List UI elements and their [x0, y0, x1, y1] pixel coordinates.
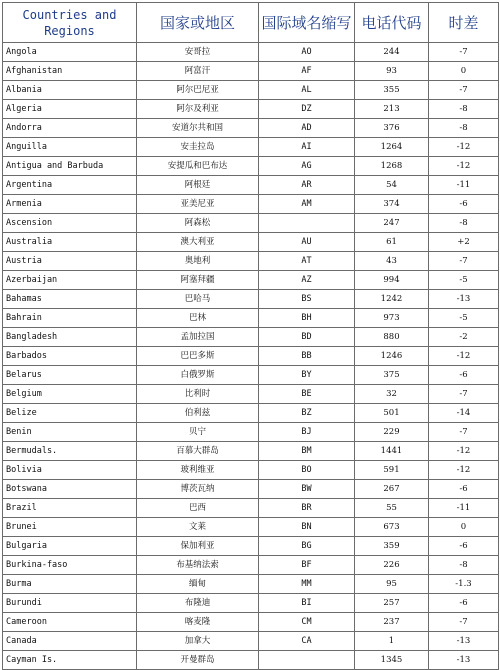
time-difference-cell: +2: [429, 233, 499, 252]
country-chinese-cell: 贝宁: [137, 423, 259, 442]
time-difference-cell: -6: [429, 480, 499, 499]
domain-cell: [259, 651, 355, 670]
time-difference-cell: -7: [429, 81, 499, 100]
time-difference-cell: -6: [429, 594, 499, 613]
country-chinese-cell: 阿尔及利亚: [137, 100, 259, 119]
table-row: [3, 575, 499, 594]
time-difference-cell: -13: [429, 651, 499, 670]
country-chinese-cell: 巴西: [137, 499, 259, 518]
table-row: [3, 290, 499, 309]
time-difference-cell: -11: [429, 499, 499, 518]
country-chinese-cell: 开曼群岛: [137, 651, 259, 670]
phone-code-cell: 229: [355, 423, 429, 442]
country-chinese-cell: 安道尔共和国: [137, 119, 259, 138]
table-row: [3, 537, 499, 556]
table-row: [3, 442, 499, 461]
table-row: [3, 480, 499, 499]
phone-code-cell: 973: [355, 309, 429, 328]
country-english-cell: Cameroon: [3, 613, 137, 632]
country-english-cell: Afghanistan: [3, 62, 137, 81]
domain-cell: BZ: [259, 404, 355, 423]
phone-code-cell: 1242: [355, 290, 429, 309]
country-chinese-cell: 安哥拉: [137, 43, 259, 62]
domain-cell: DZ: [259, 100, 355, 119]
country-chinese-cell: 澳大利亚: [137, 233, 259, 252]
country-chinese-cell: 巴巴多斯: [137, 347, 259, 366]
time-difference-cell: -12: [429, 442, 499, 461]
time-difference-cell: -12: [429, 347, 499, 366]
table-row: [3, 651, 499, 670]
domain-cell: BF: [259, 556, 355, 575]
phone-code-cell: 257: [355, 594, 429, 613]
time-difference-cell: -8: [429, 100, 499, 119]
table-row: [3, 157, 499, 176]
phone-code-cell: 1246: [355, 347, 429, 366]
table-row: [3, 309, 499, 328]
country-english-cell: Barbados: [3, 347, 137, 366]
country-chinese-cell: 伯利兹: [137, 404, 259, 423]
country-english-cell: Belgium: [3, 385, 137, 404]
domain-cell: AL: [259, 81, 355, 100]
time-difference-cell: -14: [429, 404, 499, 423]
table-row: [3, 366, 499, 385]
phone-code-cell: 32: [355, 385, 429, 404]
phone-code-cell: 55: [355, 499, 429, 518]
country-english-cell: Albania: [3, 81, 137, 100]
time-difference-cell: -6: [429, 537, 499, 556]
time-difference-cell: 0: [429, 518, 499, 537]
header-countries-regions: Countries and Regions: [3, 3, 137, 43]
phone-code-cell: 501: [355, 404, 429, 423]
phone-code-cell: 43: [355, 252, 429, 271]
domain-cell: BY: [259, 366, 355, 385]
domain-cell: BG: [259, 537, 355, 556]
country-english-cell: Canada: [3, 632, 137, 651]
phone-code-cell: 994: [355, 271, 429, 290]
time-difference-cell: -6: [429, 195, 499, 214]
country-english-cell: Australia: [3, 233, 137, 252]
domain-cell: BD: [259, 328, 355, 347]
phone-code-cell: 880: [355, 328, 429, 347]
country-english-cell: Brazil: [3, 499, 137, 518]
time-difference-cell: -5: [429, 271, 499, 290]
phone-code-cell: 244: [355, 43, 429, 62]
domain-cell: AR: [259, 176, 355, 195]
country-chinese-cell: 亚美尼亚: [137, 195, 259, 214]
table-header: [3, 3, 499, 43]
time-difference-cell: -7: [429, 252, 499, 271]
domain-cell: BB: [259, 347, 355, 366]
domain-cell: AM: [259, 195, 355, 214]
time-difference-cell: -8: [429, 119, 499, 138]
time-difference-cell: -7: [429, 385, 499, 404]
phone-code-cell: 1264: [355, 138, 429, 157]
country-english-cell: Cayman Is.: [3, 651, 137, 670]
country-english-cell: Austria: [3, 252, 137, 271]
country-chinese-cell: 阿尔巴尼亚: [137, 81, 259, 100]
phone-code-cell: 359: [355, 537, 429, 556]
country-english-cell: Algeria: [3, 100, 137, 119]
time-difference-cell: -13: [429, 632, 499, 651]
header-country-chinese: 国家或地区: [137, 3, 259, 43]
country-chinese-cell: 百慕大群岛: [137, 442, 259, 461]
country-chinese-cell: 孟加拉国: [137, 328, 259, 347]
country-english-cell: Andorra: [3, 119, 137, 138]
country-chinese-cell: 阿森松: [137, 214, 259, 233]
country-english-cell: Ascension: [3, 214, 137, 233]
country-english-cell: Armenia: [3, 195, 137, 214]
domain-cell: BR: [259, 499, 355, 518]
country-chinese-cell: 巴哈马: [137, 290, 259, 309]
header-row: [3, 3, 499, 43]
time-difference-cell: -7: [429, 613, 499, 632]
phone-code-cell: 1: [355, 632, 429, 651]
country-english-cell: Argentina: [3, 176, 137, 195]
country-english-cell: Brunei: [3, 518, 137, 537]
table-row: [3, 62, 499, 81]
country-english-cell: Burkina-faso: [3, 556, 137, 575]
country-chinese-cell: 保加利亚: [137, 537, 259, 556]
time-difference-cell: -11: [429, 176, 499, 195]
country-english-cell: Azerbaijan: [3, 271, 137, 290]
domain-cell: AD: [259, 119, 355, 138]
table-row: [3, 252, 499, 271]
phone-code-cell: 61: [355, 233, 429, 252]
table-row: [3, 461, 499, 480]
header-domain-abbreviation: 国际域名缩写: [259, 3, 355, 43]
table-row: [3, 81, 499, 100]
time-difference-cell: -6: [429, 366, 499, 385]
domain-cell: BN: [259, 518, 355, 537]
phone-code-cell: 355: [355, 81, 429, 100]
country-code-table: [2, 2, 499, 670]
domain-cell: BH: [259, 309, 355, 328]
table-row: [3, 632, 499, 651]
phone-code-cell: 54: [355, 176, 429, 195]
country-chinese-cell: 阿塞拜疆: [137, 271, 259, 290]
country-chinese-cell: 喀麦隆: [137, 613, 259, 632]
country-english-cell: Bolivia: [3, 461, 137, 480]
table-row: [3, 119, 499, 138]
country-chinese-cell: 白俄罗斯: [137, 366, 259, 385]
table-row: [3, 556, 499, 575]
country-chinese-cell: 安圭拉岛: [137, 138, 259, 157]
country-english-cell: Burma: [3, 575, 137, 594]
header-time-difference: 时差: [429, 3, 499, 43]
domain-cell: AZ: [259, 271, 355, 290]
domain-cell: BE: [259, 385, 355, 404]
time-difference-cell: 0: [429, 62, 499, 81]
phone-code-cell: 95: [355, 575, 429, 594]
table-row: [3, 404, 499, 423]
table-row: [3, 138, 499, 157]
table-row: [3, 43, 499, 62]
country-english-cell: Bahamas: [3, 290, 137, 309]
table-row: [3, 214, 499, 233]
domain-cell: CM: [259, 613, 355, 632]
domain-cell: BW: [259, 480, 355, 499]
domain-cell: AU: [259, 233, 355, 252]
country-chinese-cell: 比利时: [137, 385, 259, 404]
domain-cell: BO: [259, 461, 355, 480]
domain-cell: BI: [259, 594, 355, 613]
country-chinese-cell: 缅甸: [137, 575, 259, 594]
time-difference-cell: -7: [429, 423, 499, 442]
table-row: [3, 176, 499, 195]
domain-cell: MM: [259, 575, 355, 594]
phone-code-cell: 267: [355, 480, 429, 499]
country-english-cell: Bulgaria: [3, 537, 137, 556]
domain-cell: BM: [259, 442, 355, 461]
phone-code-cell: 1268: [355, 157, 429, 176]
country-chinese-cell: 玻利维亚: [137, 461, 259, 480]
domain-cell: CA: [259, 632, 355, 651]
country-chinese-cell: 加拿大: [137, 632, 259, 651]
country-english-cell: Antigua and Barbuda: [3, 157, 137, 176]
time-difference-cell: -12: [429, 461, 499, 480]
table-row: [3, 385, 499, 404]
domain-cell: AI: [259, 138, 355, 157]
domain-cell: AF: [259, 62, 355, 81]
phone-code-cell: 673: [355, 518, 429, 537]
phone-code-cell: 376: [355, 119, 429, 138]
time-difference-cell: -12: [429, 138, 499, 157]
country-english-cell: Angola: [3, 43, 137, 62]
table-row: [3, 347, 499, 366]
country-english-cell: Belarus: [3, 366, 137, 385]
table-row: [3, 594, 499, 613]
domain-cell: BS: [259, 290, 355, 309]
phone-code-cell: 374: [355, 195, 429, 214]
table-row: [3, 499, 499, 518]
phone-code-cell: 1345: [355, 651, 429, 670]
phone-code-cell: 226: [355, 556, 429, 575]
country-chinese-cell: 阿根廷: [137, 176, 259, 195]
table-row: [3, 518, 499, 537]
country-chinese-cell: 奥地利: [137, 252, 259, 271]
country-chinese-cell: 布隆迪: [137, 594, 259, 613]
phone-code-cell: 237: [355, 613, 429, 632]
table-row: [3, 100, 499, 119]
time-difference-cell: -7: [429, 43, 499, 62]
country-chinese-cell: 巴林: [137, 309, 259, 328]
table-row: [3, 233, 499, 252]
country-english-cell: Bahrain: [3, 309, 137, 328]
time-difference-cell: -5: [429, 309, 499, 328]
phone-code-cell: 1441: [355, 442, 429, 461]
domain-cell: [259, 214, 355, 233]
header-phone-code: 电话代码: [355, 3, 429, 43]
table-row: [3, 195, 499, 214]
country-english-cell: Belize: [3, 404, 137, 423]
country-chinese-cell: 博茨瓦纳: [137, 480, 259, 499]
country-chinese-cell: 阿富汗: [137, 62, 259, 81]
domain-cell: AO: [259, 43, 355, 62]
time-difference-cell: -8: [429, 556, 499, 575]
domain-cell: AG: [259, 157, 355, 176]
country-chinese-cell: 安提瓜和巴布达: [137, 157, 259, 176]
domain-cell: AT: [259, 252, 355, 271]
phone-code-cell: 591: [355, 461, 429, 480]
time-difference-cell: -8: [429, 214, 499, 233]
phone-code-cell: 375: [355, 366, 429, 385]
time-difference-cell: -1.3: [429, 575, 499, 594]
table-row: [3, 271, 499, 290]
domain-cell: BJ: [259, 423, 355, 442]
time-difference-cell: -12: [429, 157, 499, 176]
country-english-cell: Anguilla: [3, 138, 137, 157]
country-chinese-cell: 布基纳法索: [137, 556, 259, 575]
phone-code-cell: 247: [355, 214, 429, 233]
table-row: [3, 613, 499, 632]
country-english-cell: Botswana: [3, 480, 137, 499]
time-difference-cell: -2: [429, 328, 499, 347]
country-english-cell: Burundi: [3, 594, 137, 613]
table-body: [3, 43, 499, 670]
phone-code-cell: 213: [355, 100, 429, 119]
country-chinese-cell: 文莱: [137, 518, 259, 537]
table-row: [3, 328, 499, 347]
country-english-cell: Bangladesh: [3, 328, 137, 347]
table-row: [3, 423, 499, 442]
phone-code-cell: 93: [355, 62, 429, 81]
time-difference-cell: -13: [429, 290, 499, 309]
country-english-cell: Benin: [3, 423, 137, 442]
country-english-cell: Bermudals.: [3, 442, 137, 461]
